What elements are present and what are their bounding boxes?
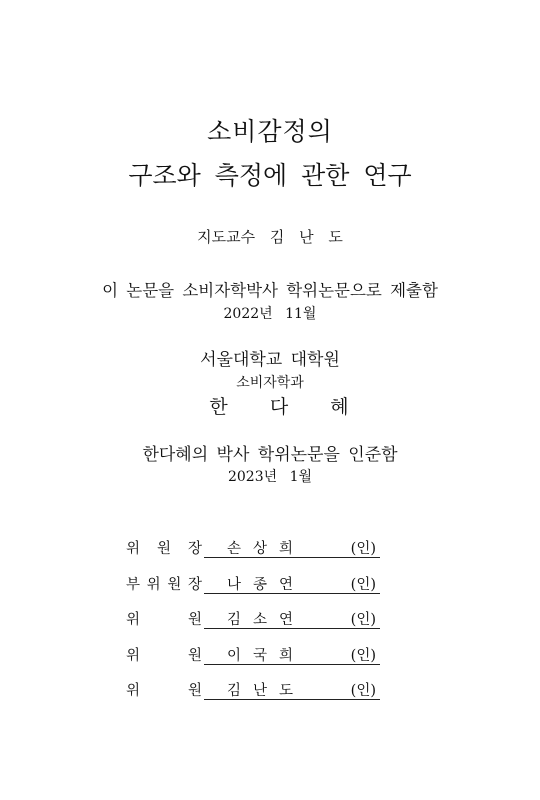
signature-line [204,679,380,700]
committee-row [126,675,386,711]
role-char: 원 [187,647,202,664]
seal-mark: (인) [350,576,376,593]
seal-mark: (인) [350,683,376,699]
seal-mark: (인) [350,612,376,628]
seal-mark: (인) [350,541,376,557]
university-name: 서울대학교 대학원 [200,350,340,370]
committee-signatures [126,533,386,711]
seal-mark: (인) [350,647,376,664]
role-char: 원 [167,576,182,593]
committee-member-name: 손상희 [226,541,306,557]
role-char: 원 [187,683,202,699]
advisor-line: 지도교수 김 난 도 [197,228,343,246]
submission-statement: 이 논문을 소비자학박사 학위논문으로 제출함 [102,281,438,300]
role-char: 위 [146,576,161,593]
committee-member-name: 김난도 [226,683,306,699]
role-char: 위 [126,612,141,628]
signature-line [204,608,380,629]
thesis-title-line-2: 구조와 측정에 관한 연구 [128,161,412,190]
committee-role [126,679,202,700]
role-char: 위 [126,647,141,664]
approval-statement: 한다혜의 박사 학위논문을 인준함 [142,445,398,465]
committee-member-name: 나종연 [226,576,306,593]
role-char: 장 [187,576,202,593]
committee-row [126,569,386,605]
role-char: 부 [126,576,141,593]
committee-role [126,573,202,594]
committee-member-name: 김소연 [226,612,306,628]
department-name: 소비자학과 [236,375,304,391]
approval-date: 2023년 1월 [227,469,313,485]
author-name: 한 다 혜 [209,396,367,418]
role-char: 원 [156,541,171,557]
signature-line [204,537,380,558]
committee-role [126,608,202,629]
role-char: 위 [126,541,141,557]
role-char: 장 [187,541,202,557]
committee-member-name: 이국희 [226,647,306,664]
committee-role [126,537,202,558]
committee-row [126,533,386,569]
role-char: 원 [187,612,202,628]
committee-row [126,640,386,676]
thesis-title-line-1: 소비감정의 [207,117,333,146]
submission-date: 2022년 11월 [223,306,317,322]
signature-line [204,573,380,594]
committee-role [126,644,202,665]
role-char: 위 [126,683,141,699]
signature-line [204,644,380,665]
committee-row [126,604,386,640]
